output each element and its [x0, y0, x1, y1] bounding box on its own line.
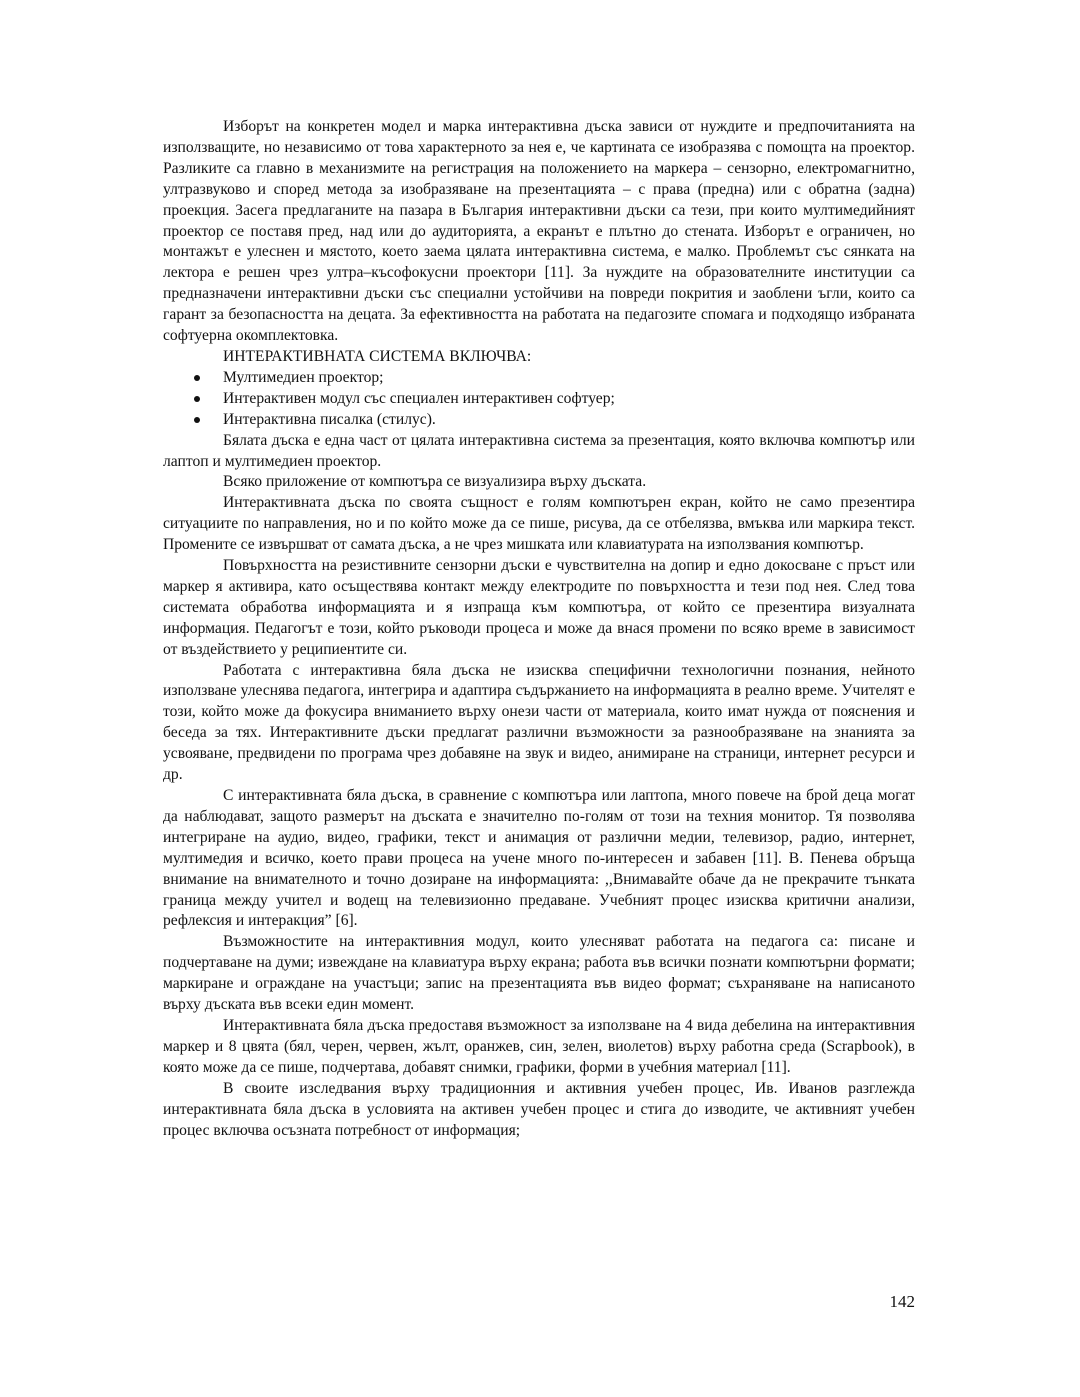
bullet-icon [194, 375, 200, 381]
list-item-text: Интерактивна писалка (стилус). [223, 410, 436, 428]
bullet-icon [194, 396, 200, 402]
body-paragraph: Възможностите на интерактивния модул, които улесняват работата на педагога са: писане и подчертаване на думи; извеждане на клавиатура върху екрана; работа във всички познати компютърни формати; маркиране и ограждане на участъци; запис на презентацията във видео формат; съхраняване на написаното върху дъската във всеки един момент. [163, 933, 915, 1014]
body-paragraph: Интерактивната дъска по своята същност е голям компютърен екран, който не само презентира ситуациите по направления, но и по който може да се пише, рисува, да се отбелязва, вмъква или маркира текст. Промените се извършват от самата дъска, а не чрез мишката или клавиатурата на използвания компютър. [163, 494, 915, 554]
bullet-icon [194, 417, 200, 423]
body-paragraph: Всяко приложение от компютъра се визуализира върху дъската. [223, 473, 647, 491]
body-paragraph: Работата с интерактивна бяла дъска не изисква специфични технологични познания, нейното използване улеснява педагога, интегрира и адаптира съдържанието на информацията в реално време. Учителят е този, който може да фокусира вниманието върху онези части от материала, които имат нужда от пояснения и беседа за тях. Интерактивните дъски предлагат различни възможности за разнообразяване на знанията за усвояване, предвидени по програма чрез добавяне на звук и видео, анимиране на страници, интернет ресурси и др. [163, 661, 915, 784]
list-item [163, 368, 915, 389]
body-paragraph: В своите изследвания върху традиционния и активния учебен процес, Ив. Иванов разглежда интерактивната бяла дъска в условията на активен учебен процес и стига до изводите, че активният учебен процес включва осъзната потребност от информация; [163, 1079, 915, 1139]
components-list [163, 368, 915, 431]
body-paragraph: Изборът на конкретен модел и марка интерактивна дъска зависи от нуждите и предпочитанията на използващите, но независимо от това характерното за нея е, че картината се изобразява с помощта на проектор. Разликите са главно в механизмите на регистрация на положението на маркера – сензорно, електромагнитно, ултразвуково и според метода за изобразяване на презентацията – с права (предна) или с обратна (задна) проекция. Засега предлаганите на пазара в България интерактивни дъски са тези, при които мултимедийният проектор се поставя пред, над или до аудиторията, а екранът е плътно до стената. Изборът е ограничен, но монтажът е улеснен и мястото, което заема цялата интерактивна система, е малко. Проблемът със сянката на лектора е решен чрез ултра–късофокусни проектори [11]. За нуждите на образователните институции са предназначени интерактивни дъски със специални устойчиви на повреди покрития и заоблени ъгли, които са гарант за безопасността на децата. За ефективността на работата на педагозите спомага и подходящо избраната софтуерна окомплектовка. [163, 118, 915, 345]
list-item-text: Мултимедиен проектор; [223, 368, 384, 386]
list-item [163, 410, 915, 431]
body-paragraph: Бялата дъска е една част от цялата интерактивна система за презентация, която включва компютър или лаптоп и мултимедиен проектор. [163, 431, 915, 470]
body-paragraph: С интерактивната бяла дъска, в сравнение с компютъра или лаптопа, много повече на брой деца могат да наблюдават, защото размерът на дъската е значително по-голям от този на техния монитор. Тя позволява интегриране на аудио, видео, графики, текст и анимация от различни медии, телевизор, радио, интернет, мултимедия и всичко, което прави процеса на учене много по-интересен и забавен [11]. В. Пенева обръща внимание на внимателното и точно дозиране на информацията: ,,Внимавайте обаче да не прекрачите тънката граница между учител и водещ на телевизионно предаване. Учебният процес изисква критични анализи, рефлексия и интеракция” [6]. [163, 787, 915, 930]
document-page [163, 117, 915, 1141]
body-paragraph: Интерактивната бяла дъска предоставя възможност за използване на 4 вида дебелина на интерактивния маркер и 8 цвята (бял, черен, червен, жълт, оранжев, син, зелен, виолетов) върху работна среда (Scrapbook), в която може да се пише, подчертава, добавят снимки, графики, форми в учебния материал [11]. [163, 1016, 915, 1076]
body-paragraph: Повърхността на резистивните сензорни дъски е чувствителна на допир и едно докосване с пръст или маркер я активира, като осъществява контакт между електродите по повърхността и тези под нея. След това системата обработва информацията и я изпраща към компютъра, от който се презентира визуалната информация. Педагогът е този, който ръководи процеса и може да внася промени по всяко време в зависимост от въздействието у реципиентите си. [163, 557, 915, 658]
list-heading: ИНТЕРАКТИВНАТА СИСТЕМА ВКЛЮЧВА: [223, 347, 532, 365]
page-number: 142 [889, 1292, 915, 1311]
list-item-text: Интерактивен модул със специален интерактивен софтуер; [223, 389, 615, 407]
list-item [163, 389, 915, 410]
